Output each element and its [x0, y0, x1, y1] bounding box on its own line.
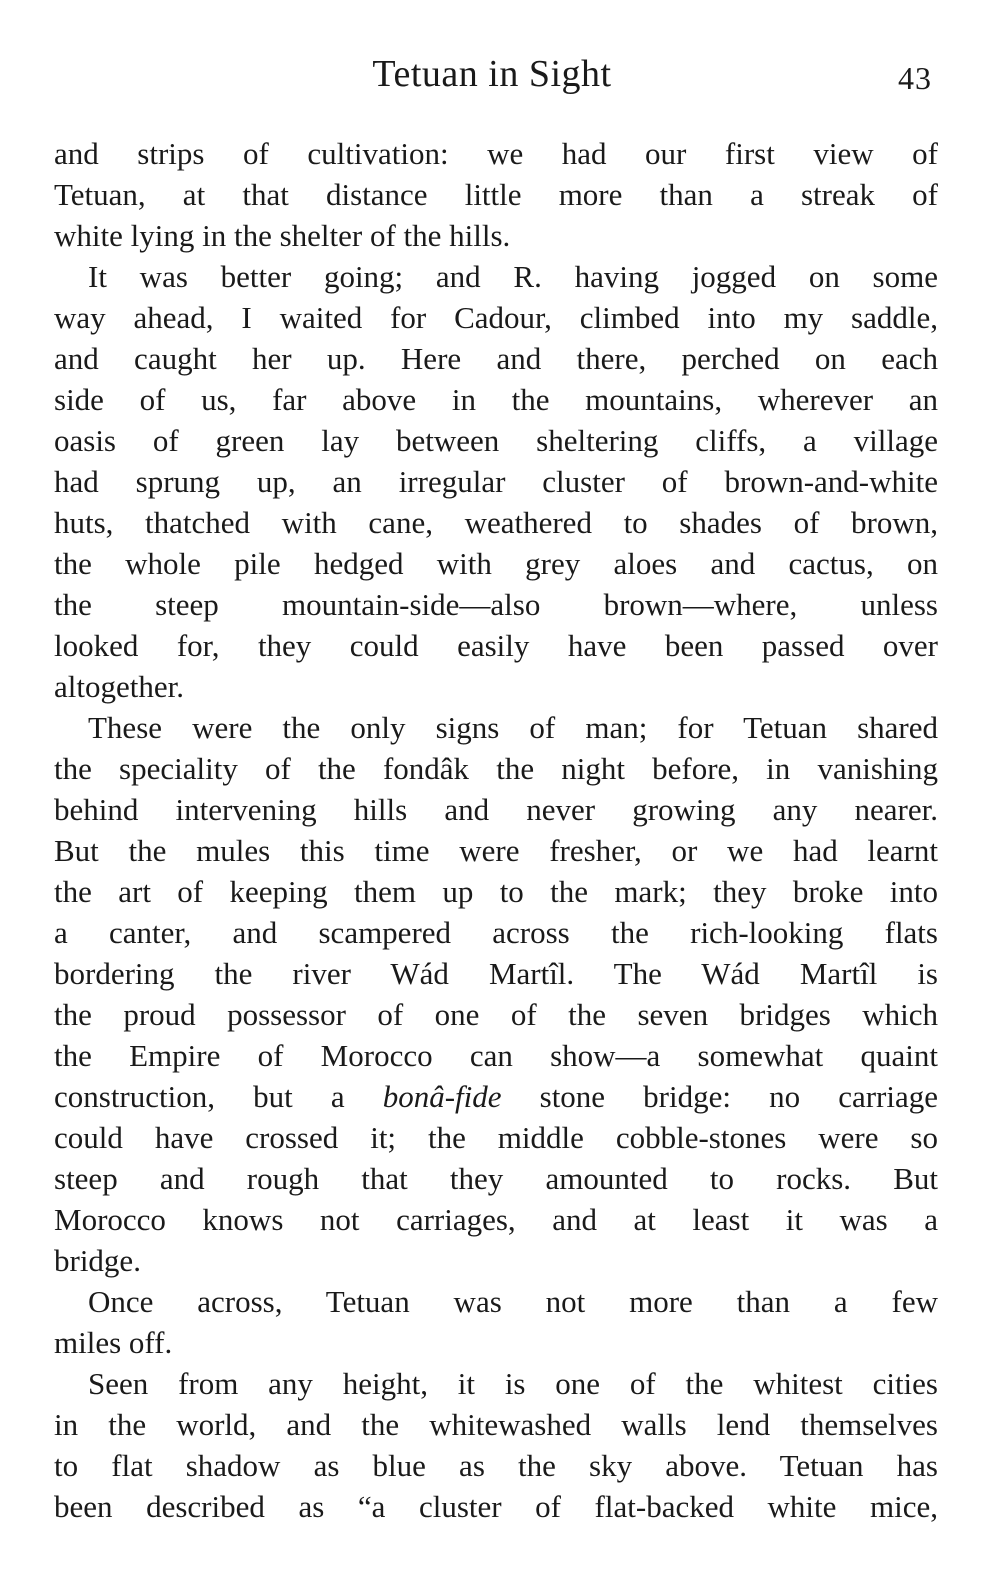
text-line: side of us, far above in the mountains, wherever an: [54, 382, 938, 417]
text-line: the speciality of the fondâk the night before, in vanishing: [54, 751, 938, 786]
text-line: miles off.: [54, 1325, 173, 1360]
text-line: and caught her up. Here and there, perched on each: [54, 341, 938, 376]
text-line: steep and rough that they amounted to rocks. But: [54, 1161, 938, 1196]
chapter-title: Tetuan in Sight: [372, 53, 612, 95]
text-line: and strips of cultivation: we had our first view of: [54, 136, 938, 171]
text-line: the whole pile hedged with grey aloes and cactus, on: [54, 546, 938, 581]
text-line: way ahead, I waited for Cadour, climbed into my saddle,: [54, 300, 938, 335]
text-line: But the mules this time were fresher, or we had learnt: [54, 833, 938, 868]
text-line: Morocco knows not carriages, and at least it was a: [54, 1202, 938, 1237]
text-line: oasis of green lay between sheltering cliffs, a village: [54, 423, 938, 458]
text-line: to flat shadow as blue as the sky above. Tetuan has: [54, 1448, 938, 1483]
text-line: huts, thatched with cane, weathered to shades of brown,: [54, 505, 938, 540]
running-head: [52, 52, 932, 102]
text-line: the Empire of Morocco can show—a somewhat quaint: [54, 1038, 938, 1073]
text-line: been described as “a cluster of flat-backed white mice,: [54, 1489, 938, 1524]
text-line: in the world, and the whitewashed walls lend themselves: [54, 1407, 938, 1442]
text-line-with-italic: [54, 1076, 938, 1117]
text-line: Tetuan, at that distance little more than a streak of: [54, 177, 938, 212]
body-text: [54, 133, 938, 1527]
text-line: the steep mountain-side—also brown—where, unless: [54, 587, 938, 622]
page-number: 43: [898, 60, 932, 96]
text-line: bordering the river Wád Martîl. The Wád Martîl is: [54, 956, 938, 991]
text-fragment: construction, but a: [54, 1079, 383, 1114]
text-line: These were the only signs of man; for Tetuan shared: [88, 710, 938, 745]
text-fragment: stone bridge: no carriage: [501, 1079, 938, 1114]
text-line: the proud possessor of one of the seven bridges which: [54, 997, 938, 1032]
text-line: Seen from any height, it is one of the whitest cities: [88, 1366, 938, 1401]
text-line: a canter, and scampered across the rich-looking flats: [54, 915, 938, 950]
text-line: behind intervening hills and never growing any nearer.: [54, 792, 938, 827]
text-line: white lying in the shelter of the hills.: [54, 218, 511, 253]
text-line: altogether.: [54, 669, 184, 704]
text-line: had sprung up, an irregular cluster of brown-and-white: [54, 464, 938, 499]
italic-phrase: bonâ-fide: [382, 1079, 502, 1114]
text-line: bridge.: [54, 1243, 141, 1278]
text-line: could have crossed it; the middle cobble-stones were so: [54, 1120, 938, 1155]
text-line: looked for, they could easily have been passed over: [54, 628, 938, 663]
text-line: Once across, Tetuan was not more than a few: [88, 1284, 938, 1319]
text-line: It was better going; and R. having jogged on some: [88, 259, 938, 294]
text-line: the art of keeping them up to the mark; they broke into: [54, 874, 938, 909]
